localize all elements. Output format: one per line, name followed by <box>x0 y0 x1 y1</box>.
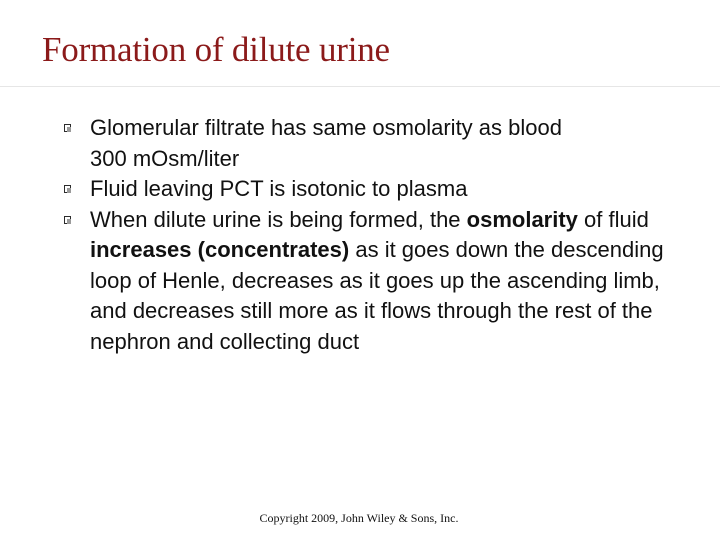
square-bullet-icon <box>64 216 71 224</box>
slide-title: Formation of dilute urine <box>42 30 390 69</box>
bullet-text-line-1: Glomerular filtrate has same osmolarity as blood <box>90 115 562 140</box>
copyright-footer: Copyright 2009, John Wiley & Sons, Inc. <box>259 511 459 525</box>
bullet-list <box>64 113 684 357</box>
bullet-text: Fluid leaving PCT is isotonic to plasma <box>90 176 468 201</box>
bullet-text-part-1: When dilute urine is being formed, the <box>90 206 467 232</box>
title-divider <box>0 86 720 87</box>
square-bullet-icon <box>64 185 71 193</box>
bullet-item-glomerular-filtrate <box>64 113 684 174</box>
bullet-bold-osmolarity: osmolarity <box>466 206 578 232</box>
bullet-item-dilute-urine <box>64 205 684 358</box>
bullet-bold-increases: increases (concentrates) <box>90 237 350 262</box>
square-bullet-icon <box>64 124 71 132</box>
bullet-text-part-3: as it goes down the descending loop of Henle, decreases as it goes up the ascending limb, and decreases still more as it flows through the rest of the nephron and collecting duct <box>90 237 664 354</box>
bullet-text-part-2: of fluid <box>577 206 649 232</box>
bullet-item-pct-fluid <box>64 174 684 205</box>
bullet-text-line-2: 300 mOsm/liter <box>90 145 240 171</box>
